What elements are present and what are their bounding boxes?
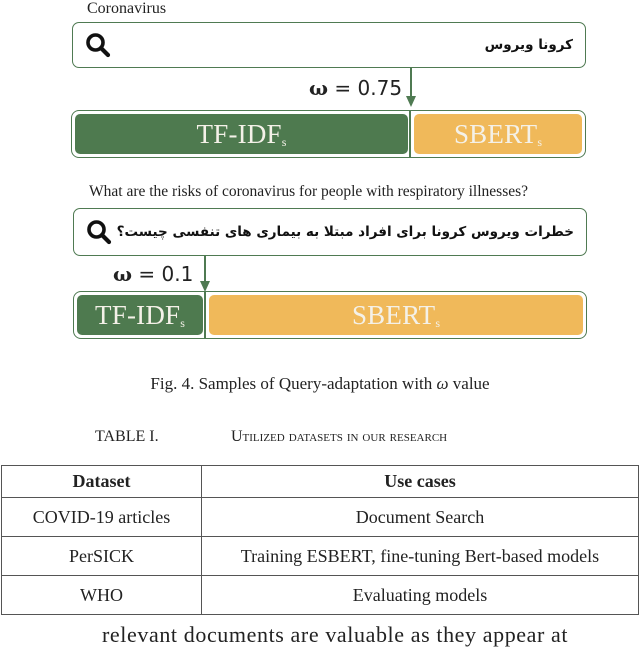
caption-text: Fig. 4. Samples of Query-adaptation with — [150, 374, 437, 393]
figure-caption — [0, 374, 640, 394]
cell-use-case: Evaluating models — [202, 576, 639, 615]
table-row — [2, 498, 639, 537]
tfidf-segment-2 — [77, 295, 203, 335]
weight-bar-2 — [73, 291, 587, 339]
caption-omega: ω — [436, 374, 449, 393]
sbert-subscript: s — [435, 315, 441, 330]
search-icon — [85, 32, 111, 58]
omega-text: = 0.75 — [328, 76, 403, 100]
sbert-subscript: s — [537, 134, 543, 149]
sbert-segment-2 — [209, 295, 583, 335]
omega-value-2 — [113, 262, 193, 286]
header-use-cases: Use cases — [202, 466, 639, 498]
english-query-2: What are the risks of coronavirus for people with respiratory illnesses? — [89, 183, 529, 200]
search-box-2 — [73, 208, 587, 256]
split-divider-2 — [204, 291, 206, 339]
omega-symbol: ω — [309, 76, 329, 100]
english-query-1: Coronavirus — [87, 0, 167, 17]
arrow-down-icon — [406, 96, 416, 107]
tfidf-label: TF-IDF — [196, 118, 282, 149]
table-label: TABLE I. — [95, 428, 159, 445]
header-dataset: Dataset — [2, 466, 202, 498]
weight-bar-1 — [71, 110, 586, 158]
cell-dataset: PerSICK — [2, 537, 202, 576]
search-box-1 — [72, 22, 586, 68]
omega-text: = 0.1 — [132, 262, 194, 286]
tfidf-label: TF-IDF — [95, 299, 181, 330]
tfidf-segment-1 — [75, 114, 408, 154]
cell-dataset: COVID-19 articles — [2, 498, 202, 537]
caption-suffix: value — [448, 374, 490, 393]
cell-use-case: Document Search — [202, 498, 639, 537]
table-row — [2, 537, 639, 576]
sbert-label: SBERT — [453, 118, 538, 149]
sbert-segment-1 — [414, 114, 582, 154]
omega-symbol: ω — [113, 262, 133, 286]
persian-query-2: خطرات ویروس کرونا برای افراد مبتلا به بیماری های تنفسی چیست؟ — [116, 224, 574, 240]
table-header-row — [2, 466, 639, 498]
sbert-label: SBERT — [351, 299, 436, 330]
split-divider-1 — [409, 110, 411, 158]
tfidf-subscript: s — [180, 315, 185, 330]
tfidf-subscript: s — [281, 134, 287, 149]
omega-value-1 — [309, 76, 402, 100]
datasets-table — [1, 465, 639, 615]
table-caption: Utilized datasets in our research — [231, 428, 448, 445]
search-icon — [86, 219, 112, 245]
persian-query-1: کرونا ویروس — [484, 37, 573, 53]
body-paragraph: relevant documents are valuable as they appear at — [102, 622, 569, 647]
cell-dataset: WHO — [2, 576, 202, 615]
table-row — [2, 576, 639, 615]
cell-use-case: Training ESBERT, fine-tuning Bert-based models — [202, 537, 639, 576]
